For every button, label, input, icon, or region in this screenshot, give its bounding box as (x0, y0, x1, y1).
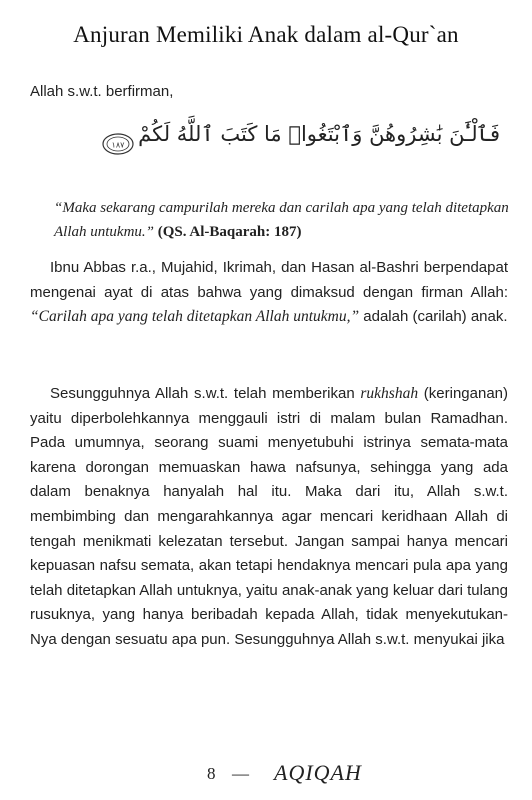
paragraph-2-text-b: (keringanan) yaitu diperbolehkannya menggauli istri di malam bulan Ramadhan. Pada umumnya, seorang suami menyetubuhi istrinya semata-mata karena dorongan memuaskan hawa nafsunya, sehingga yang ada dalam benaknya hanyalah hal itu. Maka dari itu, Allah s.w.t. membimbing dan mengarahkannya agar mencari keridhaan Allah di tengah menikmati kelezatan tersebut. Jangan sampai hanya mencari kepuasan nafsu semata, akan tetapi hendaknya mencari pula apa yang telah ditetapkan Allah untuknya, yaitu anak-anak yang keluar dari tulang rusuknya, yang hanya beribadah kepada Allah, tidak menyekutukan-Nya dengan sesuatu apa pun. Sesungguhnya Allah s.w.t. menyukai jika (30, 385, 508, 648)
arabic-verse: فَٱلْـَٰٔنَ بَٰشِرُوهُنَّ وَٱبْتَغُوا۟ مَا كَتَبَ ٱللَّهُ لَكُمْ (138, 122, 500, 146)
paragraph-1-text-b: adalah (carilah) anak. (359, 308, 508, 326)
page-footer (0, 758, 532, 790)
paragraph-2-italic: rukhshah (360, 385, 419, 402)
paragraph-1-italic: “Carilah apa yang telah ditetapkan Allah untukmu,” (30, 308, 360, 326)
footer-dash: — (232, 764, 249, 783)
translation-text: “Maka sekarang campurilah mereka dan carilah apa yang telah ditetapkan Allah untukmu.” (54, 200, 509, 240)
verse-number-ornament (102, 132, 134, 156)
book-title-logo: AQIQAH (274, 760, 362, 785)
arabic-verse-row (70, 122, 500, 170)
verse-reference: (QS. Al-Baqarah: 187) (157, 224, 302, 240)
verse-number: ١٨٧ (111, 140, 125, 150)
intro-line: Allah s.w.t. berfirman, (30, 83, 174, 100)
chapter-title: Anjuran Memiliki Anak dalam al-Qur`an (73, 22, 459, 47)
paragraph-1-text-a: Ibnu Abbas r.a., Mujahid, Ikrimah, dan Hasan al-Bashri berpendapat mengenai ayat di atas bahwa yang dimaksud dengan firman Allah: (30, 259, 508, 301)
paragraph-2-text-a: Sesungguhnya Allah s.w.t. telah memberikan (50, 385, 361, 402)
paragraph-2 (30, 382, 508, 653)
page-number: 8 (207, 764, 216, 783)
paragraph-1 (30, 256, 508, 330)
verse-translation (54, 196, 510, 244)
